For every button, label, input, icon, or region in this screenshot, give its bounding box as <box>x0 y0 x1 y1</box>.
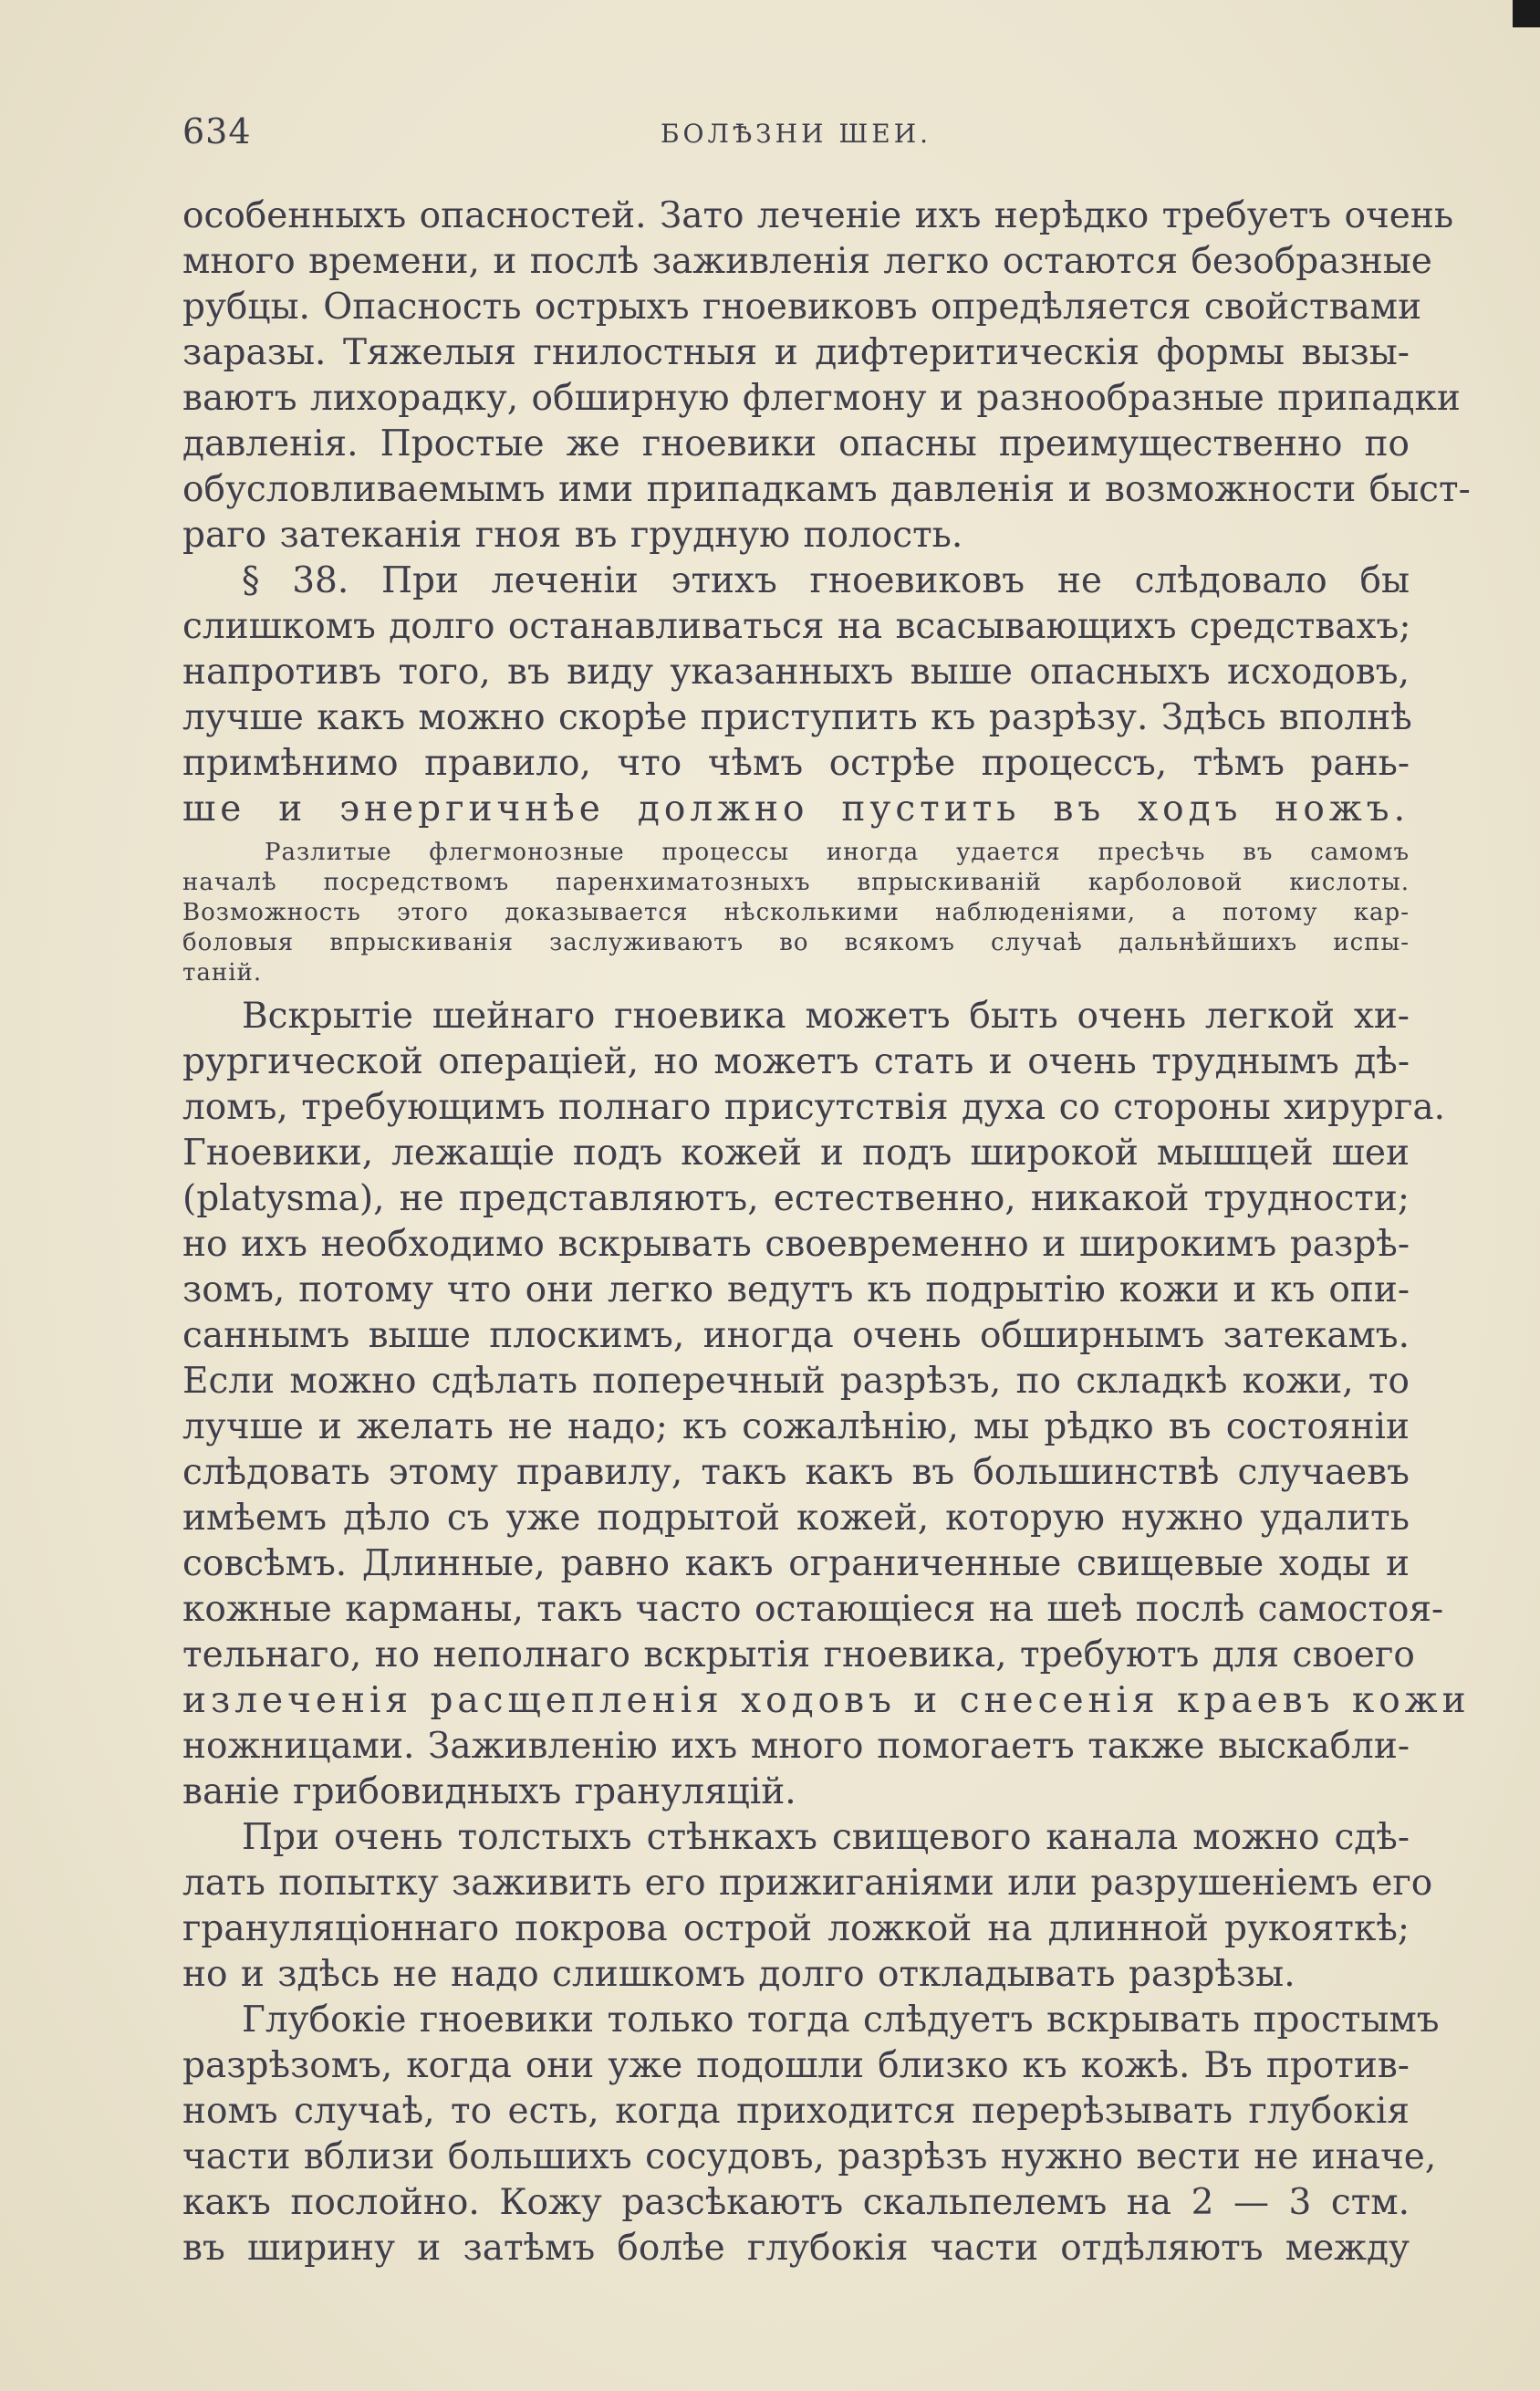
text-line: рургической операціей, но можетъ стать и очень труднымъ дѣ- <box>182 1041 1410 1082</box>
text-line: (platysma), не представляютъ, естественно, никакой трудности; <box>182 1178 1410 1219</box>
text-line: лучше и желать не надо; къ сожалѣнію, мы рѣдко въ состояніи <box>182 1406 1410 1447</box>
text-line: разрѣзомъ, когда они уже подошли близко къ кожѣ. Въ против- <box>182 2045 1410 2086</box>
note-line: таній. <box>182 959 263 987</box>
text-line: номъ случаѣ, то есть, когда приходится перерѣзывать глубокія <box>182 2091 1410 2132</box>
text-line: ножницами. Заживленію ихъ много помогаетъ также выскабли- <box>182 1726 1410 1767</box>
text-line: тельнаго, но неполнаго вскрытія гноевика, требуютъ для своего <box>182 1634 1415 1676</box>
text-line: напротивъ того, въ виду указанныхъ выше опасныхъ исходовъ, <box>182 652 1410 693</box>
note-line: Возможность этого доказывается нѣсколькими наблюденіями, а потому кар- <box>182 899 1410 926</box>
text-line: рубцы. Опасность острыхъ гноевиковъ опредѣляется свойствами <box>182 287 1422 328</box>
page-number: 634 <box>182 111 252 151</box>
text-line: части вблизи большихъ сосудовъ, разрѣзъ нужно вести не иначе, <box>182 2136 1437 2177</box>
text-line: кожные карманы, такъ часто остающіеся на шеѣ послѣ самостоя- <box>182 1589 1444 1630</box>
running-head: БОЛѢЗНИ ШЕИ. <box>660 119 932 149</box>
text-line: примѣнимо правило, что чѣмъ острѣе процессъ, тѣмъ рань- <box>182 743 1410 784</box>
text-line: ломъ, требующимъ полнаго присутствія духа со стороны хирурга. <box>182 1087 1446 1128</box>
text-line: какъ послойно. Кожу разсѣкаютъ скальпелемъ на 2 — 3 стм. <box>182 2182 1410 2223</box>
text-line: но и здѣсь не надо слишкомъ долго откладывать разрѣзы. <box>182 1954 1295 1995</box>
text-line: заразы. Тяжелыя гнилостныя и дифтеритическія формы вызы- <box>182 332 1410 373</box>
text-line: грануляціоннаго покрова острой ложкой на длинной рукояткѣ; <box>182 1908 1410 1949</box>
text-line: много времени, и послѣ заживленія легко остаются безобразные <box>182 241 1432 282</box>
text-line: слѣдовать этому правилу, такъ какъ въ большинствѣ случаевъ <box>182 1452 1410 1493</box>
note-line: Разлитые флегмонозные процессы иногда удается пресѣчь въ самомъ <box>265 839 1410 866</box>
text-line: совсѣмъ. Длинные, равно какъ ограниченные свищевые ходы и <box>182 1543 1410 1584</box>
text-line: давленія. Простые же гноевики опасны преимущественно по <box>182 423 1410 465</box>
text-line: раго затеканія гноя въ грудную полость. <box>182 515 963 556</box>
text-line: лать попытку заживить его прижиганіями или разрушеніемъ его <box>182 1863 1433 1904</box>
text-line: ваніе грибовидныхъ грануляцій. <box>182 1771 796 1812</box>
text-line: саннымъ выше плоскимъ, иногда очень обширнымъ затекамъ. <box>182 1315 1410 1356</box>
paragraph-2 <box>182 559 1410 832</box>
page-header <box>182 111 1410 157</box>
text-line: излеченія расщепленія ходовъ и снесенія краевъ кожи <box>182 1680 1471 1721</box>
text-line: Гноевики, лежащіе подъ кожей и подъ широкой мышцей шеи <box>182 1133 1410 1174</box>
note-line: боловыя впрыскиванія заслуживаютъ во всякомъ случаѣ дальнѣйшихъ испы- <box>182 929 1410 956</box>
text-line: обусловливаемымъ ими припадкамъ давленія и возможности быст- <box>182 469 1471 510</box>
paragraph-1 <box>182 193 1471 559</box>
text-line: При очень толстыхъ стѣнкахъ свищевого канала можно сдѣ- <box>242 1817 1410 1858</box>
paragraph-3 <box>182 994 1471 1815</box>
text-line: Вскрытіе шейнаго гноевика можетъ быть очень легкой хи- <box>242 996 1410 1037</box>
scan-corner-mark <box>1513 0 1540 27</box>
text-line: Если можно сдѣлать поперечный разрѣзъ, по складкѣ кожи, то <box>182 1361 1410 1402</box>
text-line: ше и энергичнѣе должно пустить въ ходъ ножъ. <box>182 788 1410 830</box>
text-line: слишкомъ долго останавливаться на всасывающихъ средствахъ; <box>182 606 1411 647</box>
text-line: ваютъ лихорадку, обширную флегмону и разнообразные припадки <box>182 378 1461 419</box>
text-line: лучше какъ можно скорѣе приступить къ разрѣзу. Здѣсь вполнѣ <box>182 697 1412 738</box>
text-line: зомъ, потому что они легко ведутъ къ подрытію кожи и къ опи- <box>182 1269 1410 1310</box>
note-line: началѣ посредствомъ паренхиматозныхъ впрыскиваній карболовой кислоты. <box>182 869 1410 896</box>
text-line: но ихъ необходимо вскрывать своевременно и широкимъ разрѣ- <box>182 1224 1410 1265</box>
text-line: § 38. При леченіи этихъ гноевиковъ не слѣдовало бы <box>242 560 1410 601</box>
text-line: Глубокіе гноевики только тогда слѣдуетъ вскрывать простымъ <box>242 1999 1440 2041</box>
text-line: въ ширину и затѣмъ болѣе глубокія части отдѣляютъ между <box>182 2228 1410 2269</box>
text-line: особенныхъ опасностей. Зато леченіе ихъ нерѣдко требуетъ очень <box>182 195 1454 236</box>
small-print-note <box>182 838 1410 988</box>
paragraph-4 <box>182 1815 1433 1998</box>
paragraph-5 <box>182 1998 1440 2271</box>
text-line: имѣемъ дѣло съ уже подрытой кожей, которую нужно удалить <box>182 1498 1410 1539</box>
page-body <box>182 193 1471 2271</box>
